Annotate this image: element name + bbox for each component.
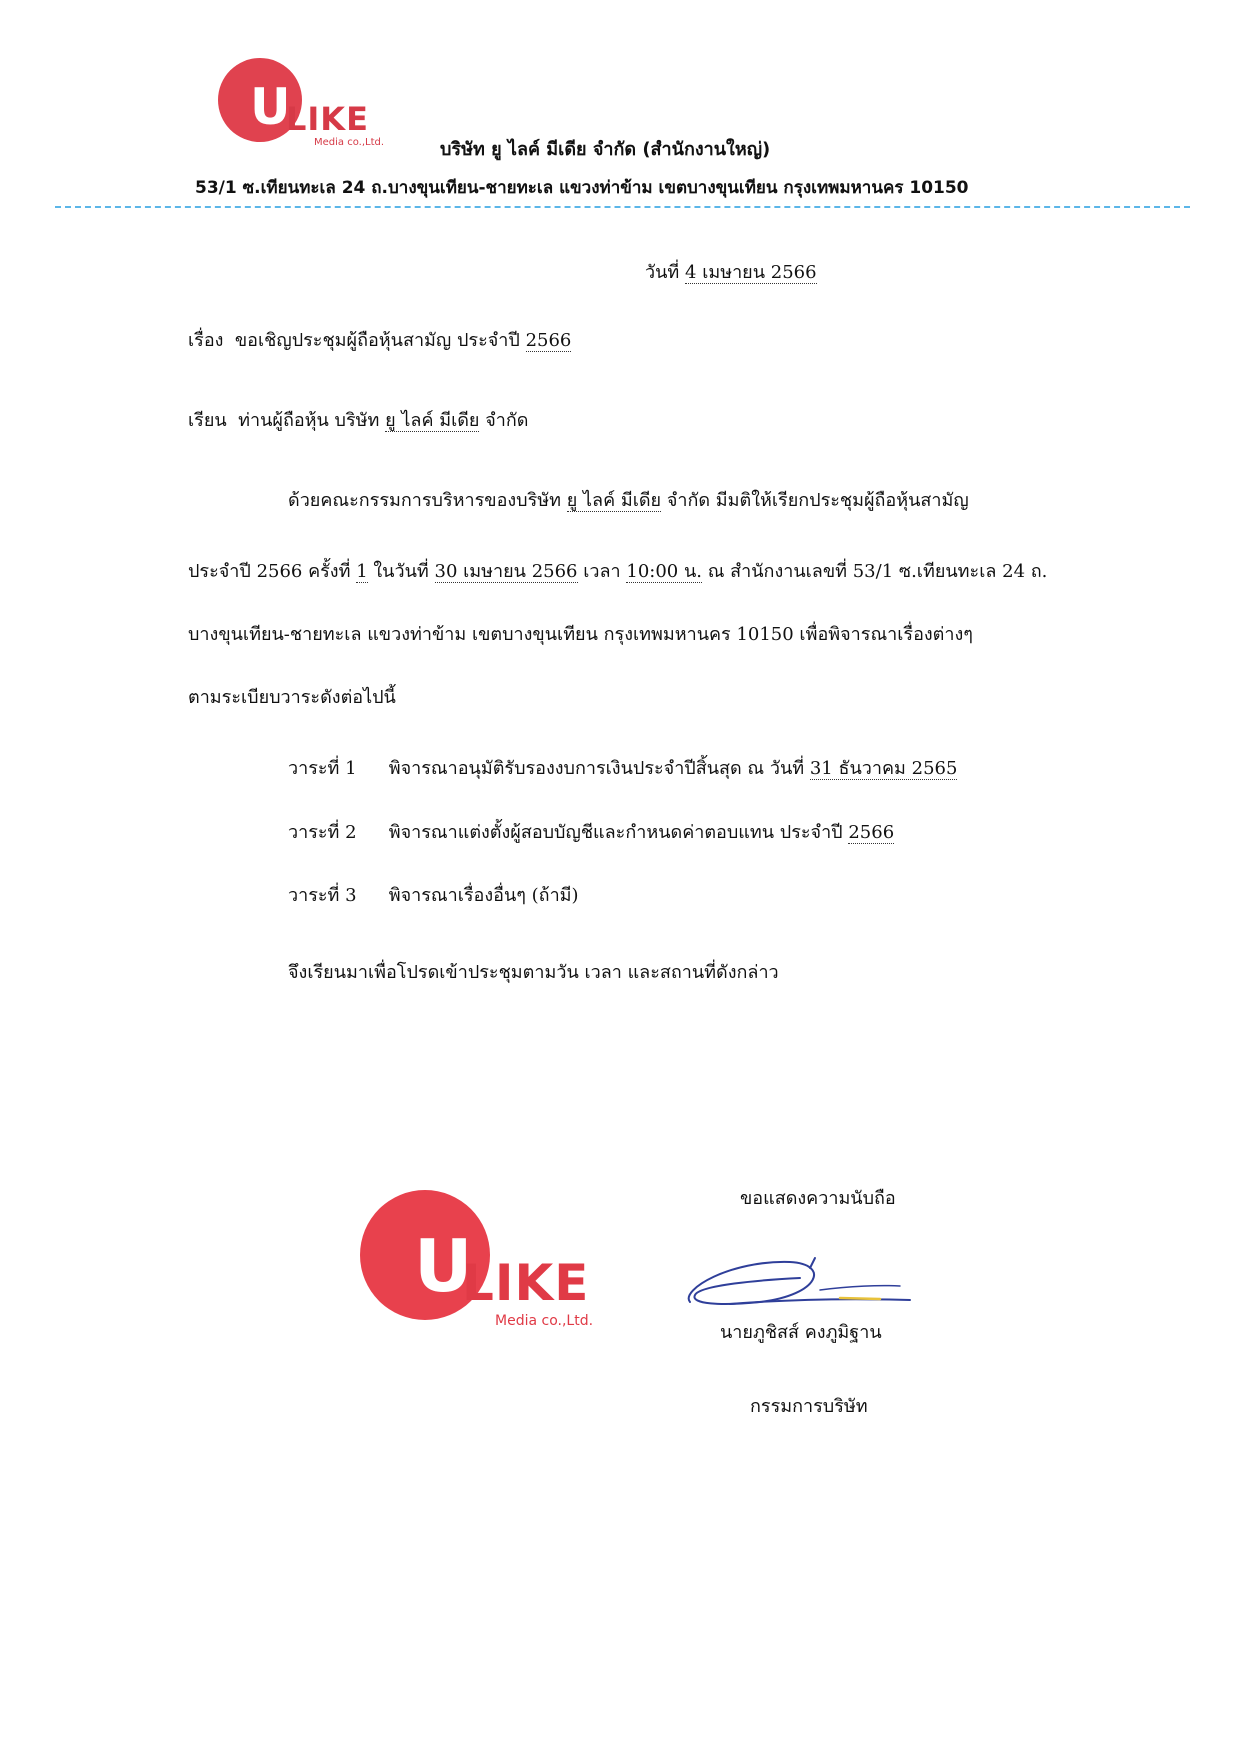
handwritten-signature xyxy=(670,1240,920,1330)
to-text-b: จำกัด xyxy=(485,410,529,431)
agenda-item xyxy=(288,822,894,844)
logo-word-like: LIKE xyxy=(286,100,369,138)
company-name: บริษัท ยู ไลค์ มีเดีย จำกัด (สำนักงานใหญ่) xyxy=(440,139,771,160)
body-line-2 xyxy=(188,561,1047,583)
agenda-label: วาระที่ 3 xyxy=(288,885,357,906)
meeting-date: 30 เมษายน 2566 xyxy=(434,561,578,582)
agenda-text: พิจารณาแต่งตั้งผู้สอบบัญชีและกำหนดค่าตอบแทน ประจำปี xyxy=(388,822,843,843)
body-l2-b: ในวันที่ xyxy=(373,561,429,582)
agenda-underlined: 2566 xyxy=(848,822,895,843)
to-label: เรียน xyxy=(188,410,227,431)
signatory-name: นายภูชิสส์ คงภูมิฐาน xyxy=(720,1322,882,1343)
body-l1-a: ด้วยคณะกรรมการบริหารของบริษัท xyxy=(288,490,561,511)
body-l2-c: เวลา xyxy=(583,561,621,582)
date-value: 4 เมษายน 2566 xyxy=(685,262,817,283)
logo-mark-u: U xyxy=(250,78,291,136)
company-logo xyxy=(218,58,408,148)
agenda-item xyxy=(288,758,957,780)
to-company: ยู ไลค์ มีเดีย xyxy=(385,410,480,431)
body-l1-company: ยู ไลค์ มีเดีย xyxy=(566,490,662,511)
body-line-3: บางขุนเทียน-ชายทะเล แขวงท่าข้าม เขตบางขุนเทียน กรุงเทพมหานคร 10150 เพื่อพิจารณาเรื่องต่างๆ xyxy=(188,624,973,645)
body-l2-a: ประจำปี 2566 ครั้งที่ xyxy=(188,561,351,582)
body-l2-d: ณ สำนักงานเลขที่ 53/1 ซ.เทียนทะเล 24 ถ. xyxy=(707,561,1048,582)
stamp-mark-u: U xyxy=(414,1224,473,1308)
signatory-title: กรรมการบริษัท xyxy=(750,1396,868,1417)
company-stamp xyxy=(360,1190,620,1330)
agenda-item xyxy=(288,885,579,907)
header-divider xyxy=(55,206,1190,208)
logo-tagline: Media co.,Ltd. xyxy=(314,137,385,148)
letter-date xyxy=(645,262,817,284)
closing-line: จึงเรียนมาเพื่อโปรดเข้าประชุมตามวัน เวลา และสถานที่ดังกล่าว xyxy=(288,962,779,983)
stamp-tagline: Media co.,Ltd. xyxy=(495,1313,594,1329)
agenda-underlined: 31 ธันวาคม 2565 xyxy=(809,758,958,779)
meeting-number: 1 xyxy=(356,561,368,582)
regards-text: ขอแสดงความนับถือ xyxy=(740,1188,896,1209)
agenda-text: พิจารณาเรื่องอื่นๆ (ถ้ามี) xyxy=(388,885,579,906)
subject-line xyxy=(188,330,571,352)
agenda-text: พิจารณาอนุมัติรับรองงบการเงินประจำปีสิ้นสุด ณ วันที่ xyxy=(388,758,805,779)
meeting-time: 10:00 น. xyxy=(626,561,702,582)
body-line-4: ตามระเบียบวาระดังต่อไปนี้ xyxy=(188,687,396,708)
agenda-label: วาระที่ 2 xyxy=(288,822,357,843)
subject-label: เรื่อง xyxy=(188,330,224,351)
to-text-a: ท่านผู้ถือหุ้น บริษัท xyxy=(238,410,380,431)
recipient-line xyxy=(188,410,528,432)
subject-year: 2566 xyxy=(525,330,572,351)
company-address: 53/1 ซ.เทียนทะเล 24 ถ.บางขุนเทียน-ชายทะเล แขวงท่าข้าม เขตบางขุนเทียน กรุงเทพมหานคร 10150 xyxy=(195,178,969,198)
body-l1-b: จำกัด มีมติให้เรียกประชุมผู้ถือหุ้นสามัญ xyxy=(666,490,969,511)
body-line-1 xyxy=(288,490,969,512)
stamp-word-like: LIKE xyxy=(462,1254,590,1312)
subject-text: ขอเชิญประชุมผู้ถือหุ้นสามัญ ประจำปี xyxy=(234,330,520,351)
agenda-label: วาระที่ 1 xyxy=(288,758,357,779)
date-prefix: วันที่ xyxy=(645,262,680,283)
